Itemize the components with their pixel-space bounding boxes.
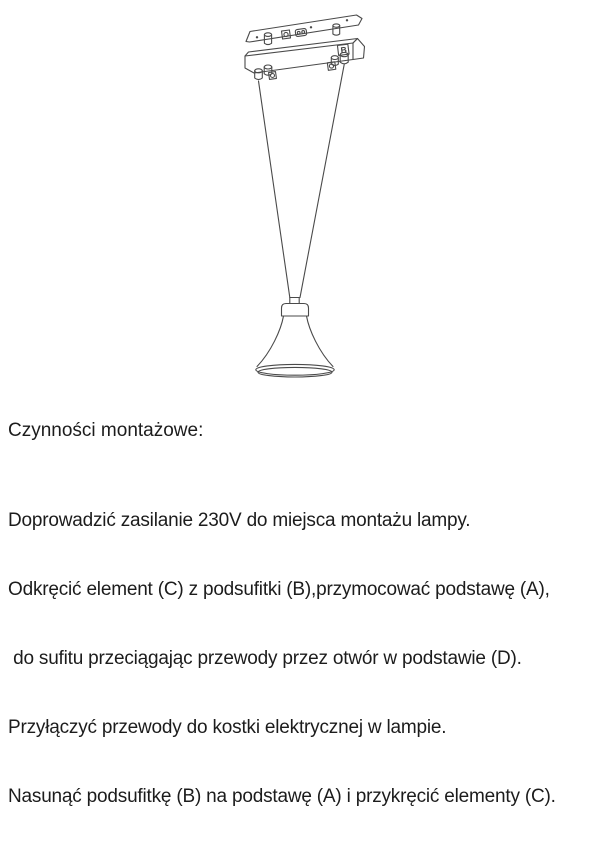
fixing-screw-right: [333, 24, 340, 35]
instruction-line: Nasunąć podsufitkę (B) na podstawę (A) i przykręcić elementy (C).: [8, 786, 556, 807]
canopy-box: [245, 39, 365, 80]
plate-washer: [281, 30, 290, 39]
instructions-heading: Czynności montażowe:: [8, 420, 204, 441]
suspension-wire-left: [259, 81, 290, 298]
instruction-line: do sufitu przeciągając przewody przez otwór w podstawie (D).: [8, 648, 522, 669]
instruction-line: Przyłączyć przewody do kostki elektrycznej w lampie.: [8, 717, 447, 738]
shade-side-right: [307, 316, 334, 367]
instruction-line: Doprowadzić zasilanie 230V do miejsca montażu lampy.: [8, 510, 471, 531]
instructions-text: [8, 463, 556, 854]
instruction-line: Odkręcić element (C) z podsufitki (B),przymocować podstawę (A),: [8, 579, 550, 600]
shade-side-left: [257, 316, 284, 367]
suspension-wire-right: [300, 65, 344, 298]
cord-grip-right: [327, 53, 348, 71]
shade-rim-outer: [256, 364, 334, 375]
plate-hole: [310, 26, 312, 28]
lamp-assembly-diagram: [0, 0, 600, 412]
shade-neck-cap: [282, 304, 309, 317]
plate-hole: [256, 36, 258, 38]
cord-grip-left: [255, 65, 277, 80]
plate-hole: [346, 19, 348, 21]
canopy-label: B: [340, 44, 348, 56]
shade-top-tab: [290, 298, 299, 304]
lamp-shade: [256, 298, 334, 378]
terminal-block: [295, 28, 307, 36]
